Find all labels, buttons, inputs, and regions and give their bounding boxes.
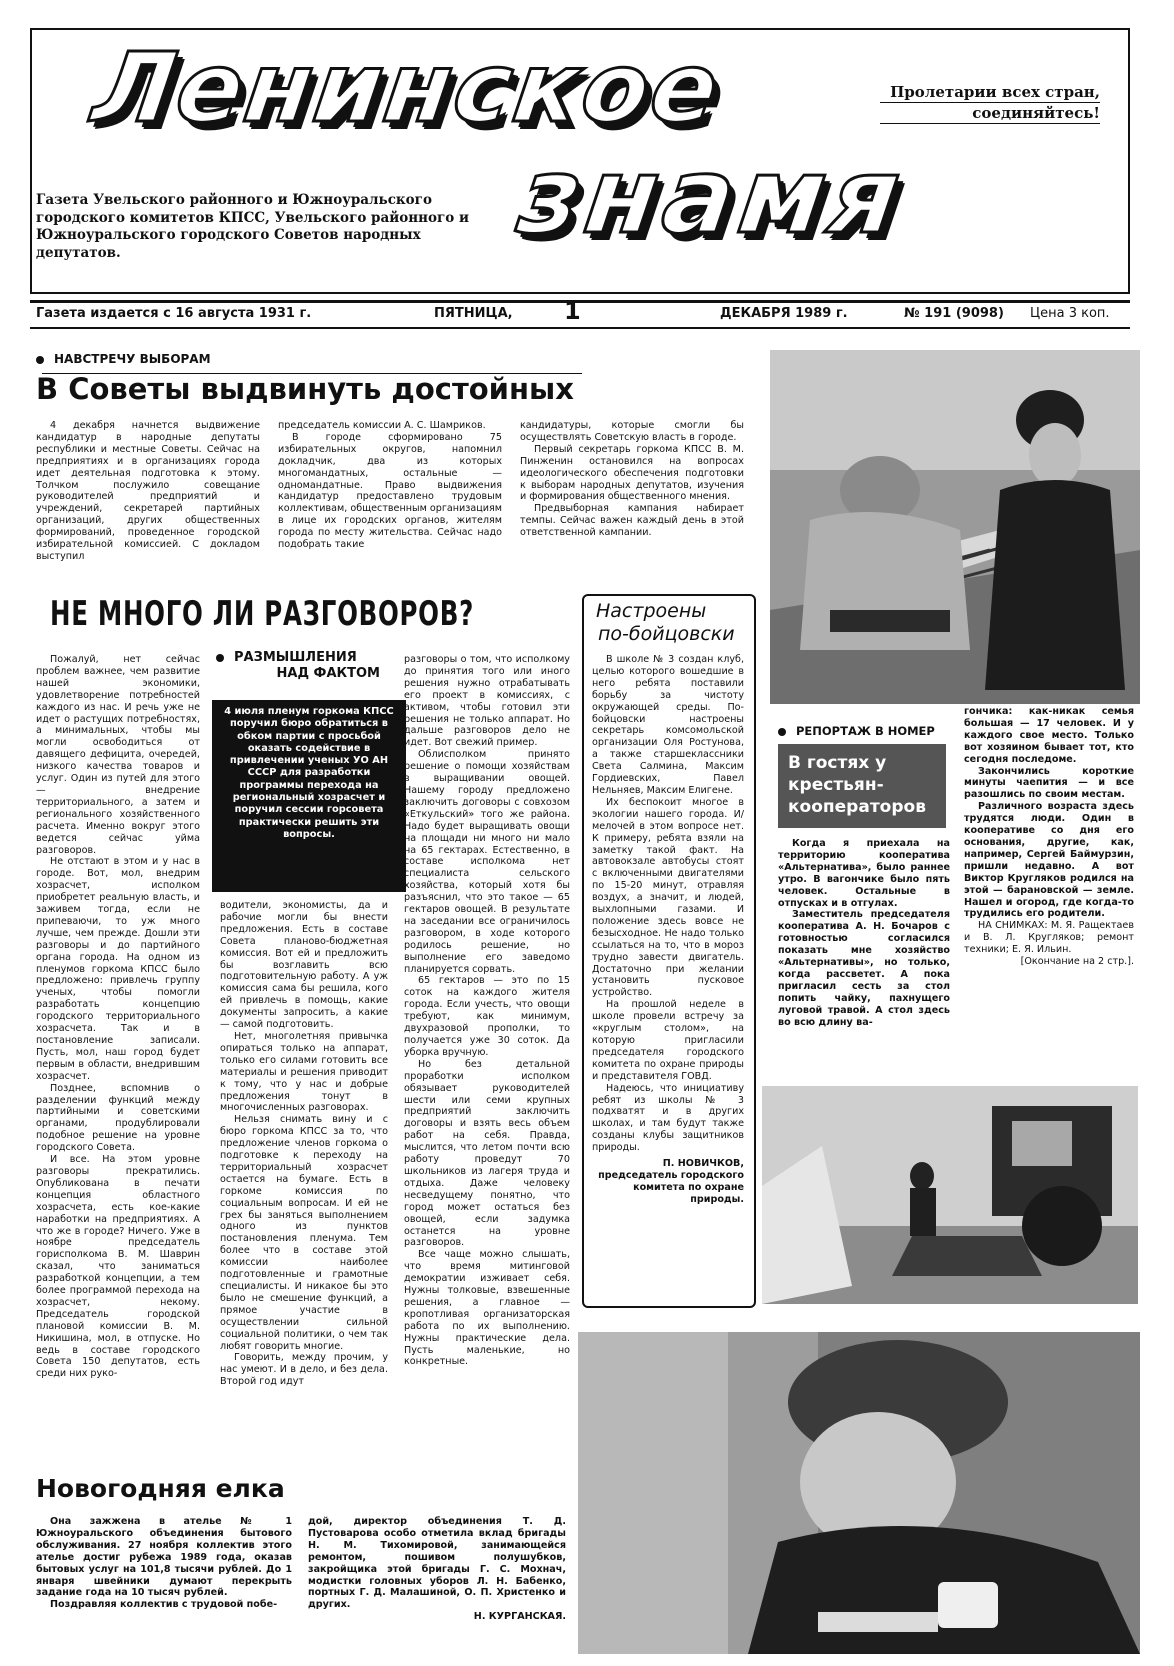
tree-headline: Новогодняя елка: [36, 1474, 285, 1503]
elections-rubric: НАВСТРЕЧУ ВЫБОРАМ: [36, 352, 756, 380]
elections-col-2: председатель комиссии А. С. Шамриков. В городе сформировано 75 избирательных округов, напомнил докладчик, два из которых многомандатных, остальные — одномандатные. Право выдвижения кандидатур предоставлено трудовым коллективам, общественным организациям в лице их городских органов, жителям города по месту жительства. Сейчас надо подобрать такие: [278, 420, 503, 551]
report-col-2: гончика: как-никак семья большая — 17 человек. И у каждого свое место. Только вот хозяином бывает тот, кто сегодня последоме. Закончились короткие минуты чаепития — и все разошлись по своим местам. Различного возраста здесь трудятся люди. Один в кооперативе со дня его основания, другие, как, например, Сергей Баймурзин, пришли недавно. А вот Виктор Кругляков родился на этой — барановской — земле. Нашел и огород, где когда-то трудились его родители. НА СНИМКАХ: М. Я. Ращектаев и В. Л. Кругляков; ремонт техники; Е. Я. Ильин. [Окончание на 2 стр.].: [964, 706, 1134, 968]
issue-weekday: ПЯТНИЦА,: [434, 306, 513, 321]
masthead-title-line1: Ленинское: [87, 32, 728, 144]
motto-line2: соединяйтесь!: [880, 103, 1100, 124]
masthead-title-line2: знамя: [511, 135, 913, 257]
motto-line1: Пролетарии всех стран,: [880, 82, 1100, 103]
founded-date: Газета издается с 16 августа 1931 г.: [36, 306, 312, 321]
talks-col-2: водители, экономисты, да и рабочие могли бы внести предложения. Есть в составе Совета планово-бюджетная комиссия. Вот ей и предложить бы возглавить всю подготовительную работу. А уж комиссия сама бы решила, кого ей привлечь в помощь, какие документы запросить, а какие — самой подготовить. Нет, многолетняя привычка опираться только на аппарат, только его силами готовить все материалы и решения приводит к тому, что у нас и добрые предложения тонут в многочисленных разговорах. Нельзя снимать вину и с бюро горкома КПСС за то, что предложение членов горкома о подготовке к переходу на территориальный хозрасчет остается на бумаге. Есть в горкоме комиссия по социальным вопросам. И ей не грех бы заняться выполнением одного из пунктов постановления пленума. Тем более что в составе этой комиссии наиболее подготовленные и грамотные специалисты. И никакое бы это было не смешение функций, а прямое участие в осуществлении сильной социальной политики, о чем так любят говорить многие. Говорить, между прочим, у нас умеют. И в дело, и без дела. Второй год идут: [220, 900, 388, 1388]
issue-day: 1: [564, 297, 581, 325]
elections-col-3: кандидатуры, которые смогли бы осуществлять Советскую власть в городе. Первый секретарь горкома КПСС В. М. Пинженин остановился на вопросах идеологического обеспечения подготовки к выборам народных депутатов, изучения и формирования общественного мнения. Предвыборная кампания набирает темпы. Сейчас важен каждый день в этой ответственной кампании.: [520, 420, 744, 539]
bullet-icon: [36, 356, 44, 364]
bullet-icon: [778, 728, 786, 736]
talks-headline: НЕ МНОГО ЛИ РАЗГОВОРОВ?: [50, 594, 475, 634]
masthead-founders: Газета Увельского районного и Южноуральского городского комитетов КПСС, Увельского районного и Южноуральского городского Советов народных депутатов.: [36, 192, 470, 261]
masthead-motto: [880, 82, 1100, 124]
fighting-signature: П. НОВИЧКОВ,: [662, 1158, 744, 1170]
talks-col-3: разговоры о том, что исполкому до принятия того или иного решения нужно отрабатывать его проект в комиссиях, с активом, чтобы готовил эти решения не только аппарат. Но дальше разговоров дело не идет. Вот свежий пример. Облисполком принято решение о помощи хозяйствам в выращивании овощей. Нашему городу предложено заключить договоры с совхозом «Еткульский» того же района. Надо будет выращивать овощи на площади ни много ни мало на 65 гектарах. Естественно, в составе исполкома нет специалиста сельского хозяйства, который хотя бы разъяснил, что это такое — 65 гектаров овощей. В результате на заседании все ограничилось разговором, в ходе которого родилось решение, но выполнение его заведомо планируется сорвать. 65 гектаров — это по 15 соток на каждого жителя города. Если учесть, что овощи требуют, как минимум, двухразовой прополки, то получается уже 30 соток. Да уборка вручную. Но без детальной проработки исполком обязывает руководителей шести или семи крупных предприятий заключить договоры и взять весь объем работ на себя. Правда, мыслится, что летом почти всю работу проведут 70 школьников из лагеря труда и отдыха. Даже человеку несведущему понятно, что город может остаться без овощей, если задумка останется на уровне разговоров. Все чаще можно слышать, что время митинговой демократии изживает себя. Нужны толковые, взвешенные решения, а главное — кропотливая организаторская работа по их выполнению. Нужны практические дела. Пусть маленькие, но конкретные.: [404, 654, 570, 1368]
tree-col-2: дой, директор объединения Т. Д. Пустоварова особо отметила вклад бригады Н. М. Тихомировой, занимающейся ремонтом, пошивом полушубков, закройщика этой бригады Г. С. Мохнач, модистки головных уборов Л. Н. Бабенко, портных Г. Д. Малашиной, О. П. Христенко и других. Н. КУРГАНСКАЯ.: [308, 1516, 566, 1623]
tree-col-1: Она зажжена в ателье № 1 Южноуральского объединения бытового обслуживания. 27 ноября коллектив этого ателье достиг рубежа 1989 года, оказав бытовых услуг на 101,8 тысячи рублей. До 1 января швейники думают перекрыть задание года на 10 тысяч рублей. Поздравляя коллектив с трудовой побе-: [36, 1516, 292, 1611]
photo-tractor-repair: [762, 1086, 1138, 1304]
issue-number: № 191 (9098): [904, 306, 1004, 321]
talks-lead-box: 4 июля пленум горкома КПСС поручил бюро обратиться в обком партии с просьбой оказать содействие в привлечении ученых УО АН СССР для разработки программы перехода на региональный хозрасчет и поручил сессии горсовета практически решить эти вопросы.: [212, 700, 406, 892]
bullet-icon: [216, 654, 224, 662]
report-col-1: Когда я приехала на территорию кооператива «Альтернатива», было раннее утро. В вагончике было пять человек. Остальные в отпусках и в отгулах. Заместитель председателя кооператива А. Н. Бочаров с готовностью согласился показать мне хозяйство «Альтернативы», но только, когда рассветет. А пока пригласил сесть за стол попить чайку, пахнущего луговой травой. А стол здесь во всю длину ва-: [778, 838, 950, 1028]
issue-info-bar: [30, 297, 1130, 329]
issue-price: Цена 3 коп.: [1030, 306, 1110, 321]
photo-cooperators-lumber: [770, 350, 1140, 704]
elections-col-1: 4 декабря начнется выдвижение кандидатур в народные депутаты республики и местные Советы. Сейчас на предприятиях и в организациях города идет деятельная подготовка к этому. Толчком послужило совещание руководителей предприятий и учреждений, секретарей партийных организаций, других общественных формирований, проведенное городской избирательной комиссией. С докладом выступил: [36, 420, 260, 562]
report-continued: [Окончание на 2 стр.].: [1020, 956, 1134, 968]
fighting-headline: Настроены по-бойцовски: [596, 600, 735, 645]
photo-man-with-cup: [578, 1332, 1140, 1654]
report-rubric: РЕПОРТАЖ В НОМЕР: [778, 724, 958, 738]
fighting-signature-role: председатель городского комитета по охране природы.: [598, 1169, 744, 1205]
tree-signature: Н. КУРГАНСКАЯ.: [473, 1611, 566, 1623]
issue-month-year: ДЕКАБРЯ 1989 г.: [720, 306, 848, 321]
elections-headline: В Советы выдвинуть достойных: [36, 372, 574, 406]
report-headline: В гостях у крестьян-кооператоров: [778, 744, 946, 828]
report-captions: НА СНИМКАХ: М. Я. Ращектаев и В. Л. Кругляков; ремонт техники; Е. Я. Ильин.: [964, 920, 1134, 956]
talks-col-1: Пожалуй, нет сейчас проблем важнее, чем развитие нашей экономики, удовлетворение потребностей каждого из нас. И речь уже не идет о растущих потребностях, а минимальных, чтобы мы могли освободиться от давящего дефицита, очередей, низкого качества товаров и услуг. Один из путей для этого — внедрение территориального, а затем и регионального хозяйственного расчета. Именно вокруг этого ведется сейчас уйма разговоров. Не отстают в этом и у нас в городе. Вот, мол, внедрим хозрасчет, исполком приобретет реальную власть, и заживем тогда, если не припеваючи, то уж много лучше, чем прежде. Дошли эти разговоры и до партийного органа города. На одном из пленумов горкома КПСС было предложено: привлечь группу ученых, чтобы помогли разработать концепцию городского территориального хозрасчета. Так и в постановление записали. Пусть, мол, наш город будет первым в области, внедрившим хозрасчет. Позднее, вспомнив о разделении функций между партийными и советскими органами, продублировали подобное решение на уровне городского Совета. И все. На этом уровне разговоры прекратились. Опубликована в печати концепция областного хозрасчета, есть кое-какие наработки на предприятиях. А что же в городе? Ничего. Уже в ноябре председатель горисполкома В. М. Шаврин сказал, что заниматься разработкой концепции, а тем более программой перехода на хозрасчет, некому. Председатель городской плановой комиссии В. М. Никишина, мол, в отпуске. Но ведь в составе городского Совета 150 депутатов, есть среди них руко-: [36, 654, 200, 1380]
talks-rubric: РАЗМЫШЛЕНИЯ НАД ФАКТОМ: [216, 650, 386, 682]
fighting-body: В школе № 3 создан клуб, целью которого вошедшие в него ребята поставили борьбу за чистоту окружающей среды. По-бойцовски настроены секретарь комсомольской организации Оля Ростунова, а также старшеклассники Света Салмина, Максим Гордиевских, Павел Нельняев, Максим Елигене. Их беспокоит многое в экологии нашего города. И/мелочей в этом вопросе нет. К примеру, ребята взяли на заметку такой факт. На автовокзале автобусы стоят с включенными двигателями по 15-20 минут, отравляя воздух, а значит, и людей, выхлопными газами. И положение здесь вовсе не безысходное. Не надо только ссылаться на то, что в мороз трудно завести двигатель. Достаточно при желании установить пусковое устройство. На прошлой неделе в школе провели встречу за «круглым столом», на которую пригласили председателя городского комитета по охране природы и представителя ГОВД. Надеюсь, что инициативу ребят из школы № 3 подхватят и в других школах, и там будут также созданы клубы защитников природы. П. НОВИЧКОВ, председатель городского комитета по охране природы.: [592, 654, 744, 1205]
